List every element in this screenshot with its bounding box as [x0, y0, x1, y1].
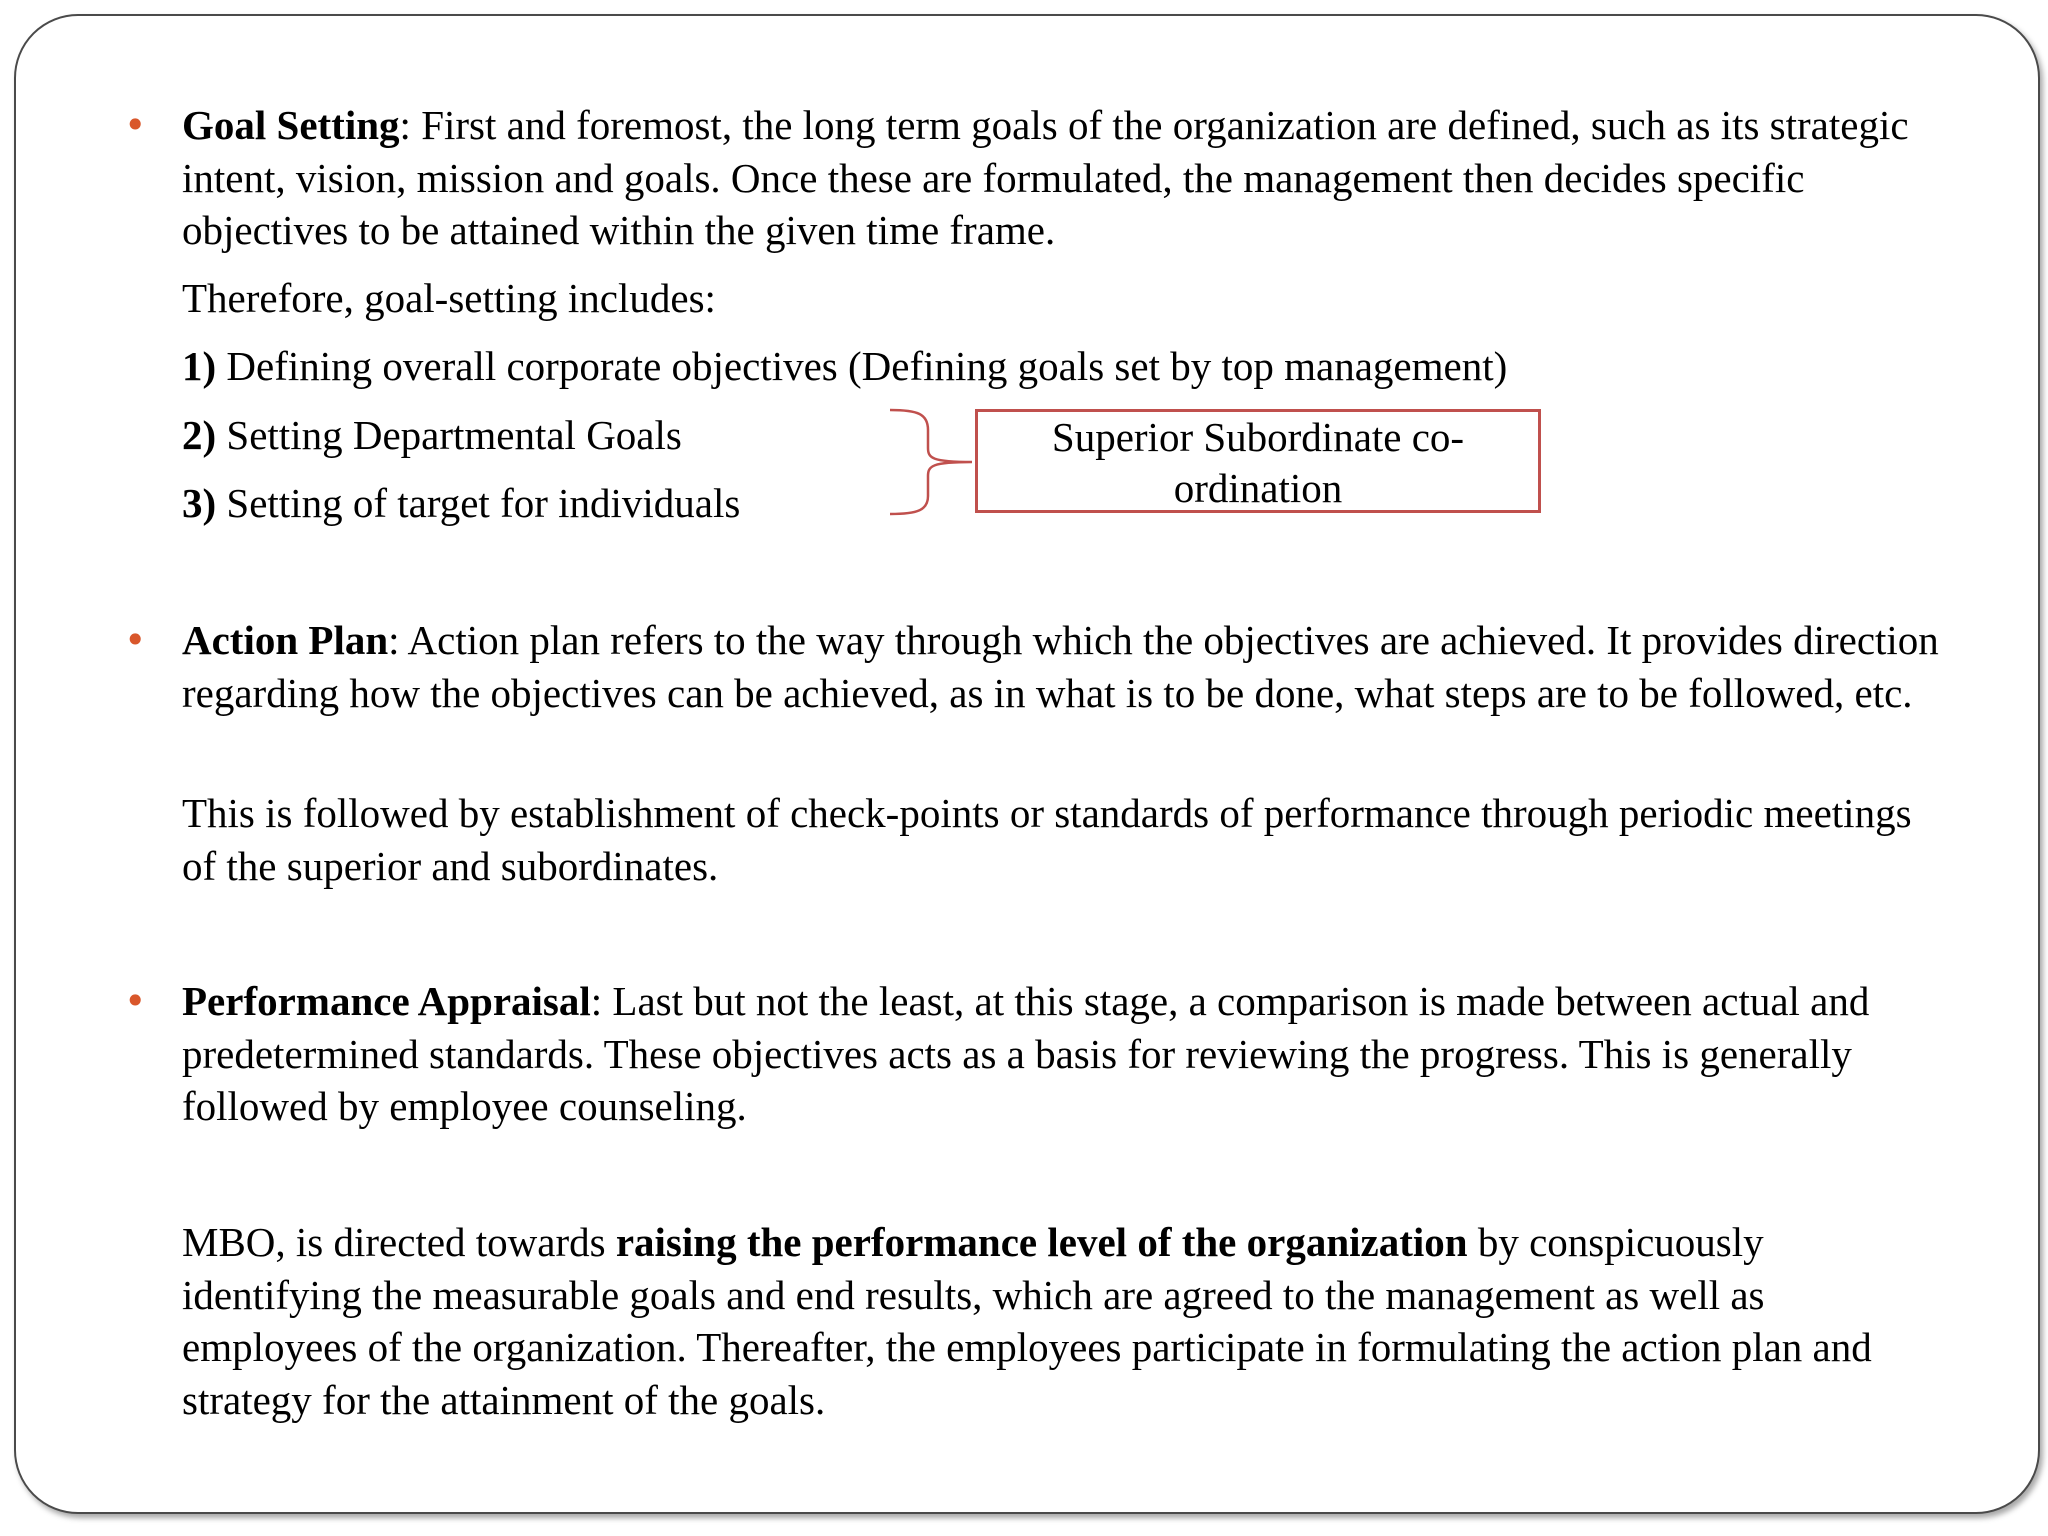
action-plan-followup: This is followed by establishment of check-points or standards of performance through periodic meetings of the superior and subordinates.	[182, 790, 1912, 889]
goal-item-2-text: Setting Departmental Goals	[216, 412, 682, 458]
goal-setting-includes: Therefore, goal-setting includes:	[182, 275, 716, 321]
mbo-lead: MBO, is directed towards	[182, 1219, 616, 1265]
goal-item-3-number: 3)	[182, 480, 217, 526]
mbo-paragraph	[182, 1216, 1942, 1426]
bullet-icon: •	[124, 618, 147, 662]
goal-item-1-number: 1)	[182, 343, 217, 389]
performance-appraisal-text: : Last but not the least, at this stage, a comparison is made between actual and predetermined standards. These objectives acts as a basis for reviewing the progress. This is generally followed by employee counseling.	[182, 978, 1870, 1129]
bullet-icon: •	[124, 103, 147, 147]
performance-appraisal-paragraph	[182, 975, 1942, 1133]
coordination-box: Superior Subordinate co-ordination	[975, 409, 1541, 513]
goal-item-2	[182, 409, 682, 462]
action-plan-term: Action Plan	[182, 617, 389, 663]
goal-item-3	[182, 477, 740, 530]
goal-item-2-number: 2)	[182, 412, 217, 458]
goal-item-1-text: Defining overall corporate objectives (Defining goals set by top management)	[216, 343, 1508, 389]
right-brace-icon	[888, 408, 988, 516]
mbo-emphasis: raising the performance level of the organization	[615, 1219, 1468, 1265]
bullet-icon: •	[124, 979, 147, 1023]
goal-setting-text: : First and foremost, the long term goals of the organization are defined, such as its strategic intent, vision, mission and goals. Once these are formulated, the management then decides specific objectives to be attained within the given time frame.	[182, 102, 1909, 253]
performance-appraisal-term: Performance Appraisal	[182, 978, 591, 1024]
action-plan-paragraph	[182, 614, 1942, 719]
goal-setting-paragraph	[182, 99, 1942, 257]
mbo-rest: by conspicuously identifying the measurable goals and end results, which are agreed to the management as well as employees of the organization. Thereafter, the employees participate in formulating the action plan and strategy for the attainment of the goals.	[182, 1219, 1872, 1423]
goal-item-3-text: Setting of target for individuals	[216, 480, 741, 526]
action-plan-text: : Action plan refers to the way through which the objectives are achieved. It provides direction regarding how the objectives can be achieved, as in what is to be done, what steps are to be followed, etc.	[182, 617, 1939, 716]
goal-item-1	[182, 340, 1507, 393]
goal-setting-term: Goal Setting	[182, 102, 400, 148]
